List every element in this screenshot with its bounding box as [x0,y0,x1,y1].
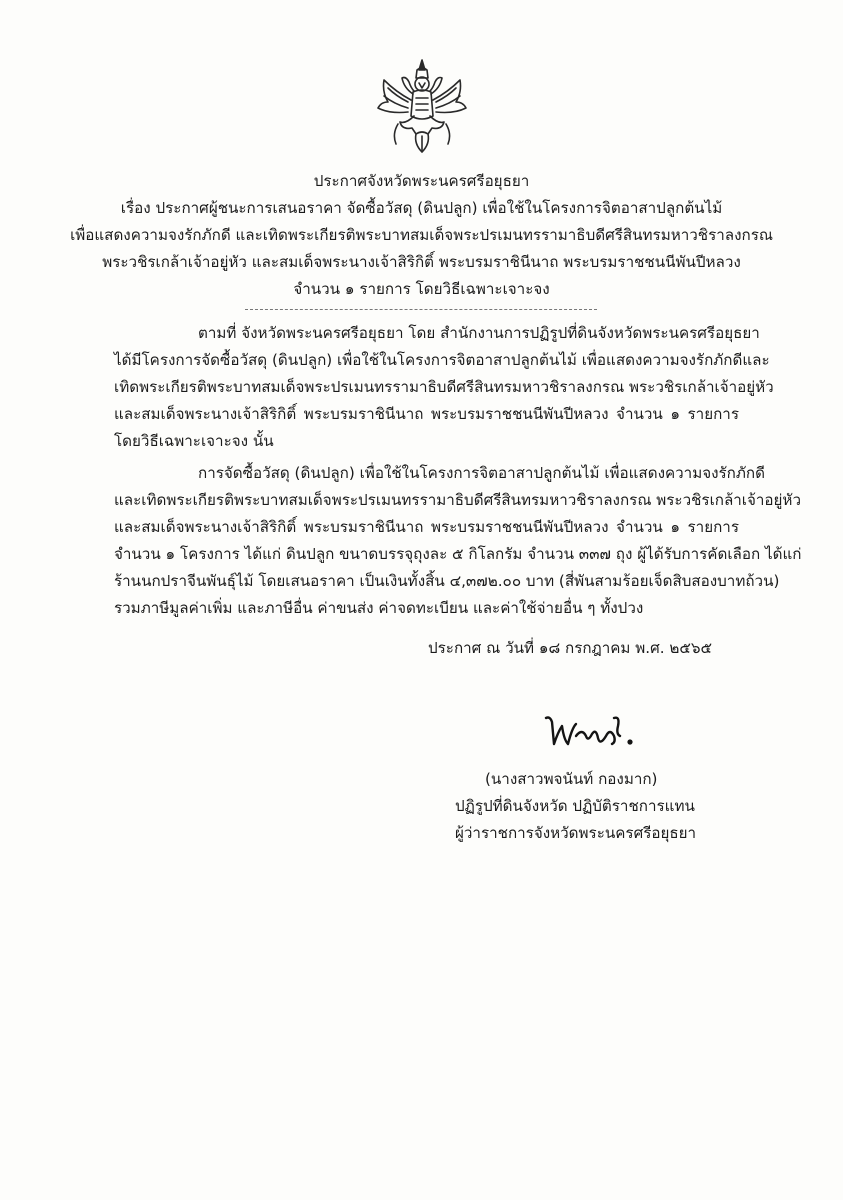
signer-position: ปฏิรูปที่ดินจังหวัด ปฏิบัติราชการแทน [455,797,695,815]
paragraph-award [114,460,802,622]
paragraph-line: และเทิดพระเกียรติพระบาทสมเด็จพระปรเมนทรรามาธิบดีศรีสินทรมหาวชิราลงกรณ พระวชิรเกล้าเจ้าอยู่หัว [114,491,801,509]
announcement-date: ประกาศ ณ วันที่ ๑๘ กรกฎาคม พ.ศ. ๒๕๖๕ [428,639,713,657]
document-title: ประกาศจังหวัดพระนครศรีอยุธยา [313,172,530,190]
paragraph-line: เทิดพระเกียรติพระบาทสมเด็จพระปรเมนทรรามาธิบดีศรีสินทรมหาวชิราลงกรณ พระวชิรเกล้าเจ้าอยู่หัว [114,378,774,396]
paragraph-line: ได้มีโครงการจัดซื้อวัสดุ (ดินปลูก) เพื่อใช้ในโครงการจิตอาสาปลูกต้นไม้ เพื่อแสดงความจงรักภักดีและ [114,351,770,369]
paragraph-line: ร้านนกปราจีนพันธุ์ไม้ โดยเสนอราคา เป็นเงินทั้งสิ้น ๔,๓๗๒.๐๐ บาท (สี่พันสามร้อยเจ็ดสิบสองบาทถ้วน) [114,572,780,590]
paragraph-line: และสมเด็จพระนางเจ้าสิริกิติ์ พระบรมราชินีนาถ พระบรมราชชนนีพันปีหลวง จำนวน ๑ รายการ [114,405,739,423]
paragraph-background [114,320,774,455]
paragraph-line: โดยวิธีเฉพาะเจาะจง นั้น [114,432,274,450]
header-divider [245,309,597,310]
signer-on-behalf-of: ผู้ว่าราชการจังหวัดพระนครศรีอยุธยา [455,824,697,842]
subject-line: เรื่อง ประกาศผู้ชนะการเสนอราคา จัดซื้อวัสดุ (ดินปลูก) เพื่อใช้ในโครงการจิตอาสาปลูกต้นไม้ [120,199,723,217]
document-header [60,168,783,303]
paragraph-line: ตามที่ จังหวัดพระนครศรีอยุธยา โดย สำนักงานการปฏิรูปที่ดินจังหวัดพระนครศรีอยุธยา [198,324,760,342]
paragraph-line: การจัดซื้อวัสดุ (ดินปลูก) เพื่อใช้ในโครงการจิตอาสาปลูกต้นไม้ เพื่อแสดงความจงรักภักดี [198,464,765,482]
subject-line: เพื่อแสดงความจงรักภักดี และเทิดพระเกียรติพระบาทสมเด็จพระปรเมนทรรามาธิบดีศรีสินทรมหาวชิราลงกรณ [70,226,773,244]
subject-line: จำนวน ๑ รายการ โดยวิธีเฉพาะเจาะจง [293,280,550,298]
paragraph-line: จำนวน ๑ โครงการ ได้แก่ ดินปลูก ขนาดบรรจุถุงละ ๕ กิโลกรัม จำนวน ๓๓๗ ถุง ผู้ได้รับการคัดเลือก ได้แก่ [114,545,802,563]
signer-block [455,766,705,847]
subject-line: พระวชิรเกล้าเจ้าอยู่หัว และสมเด็จพระนางเจ้าสิริกิติ์ พระบรมราชินีนาถ พระบรมราชชนนีพันปีหลวง [102,253,741,271]
handwritten-signature [540,706,640,758]
paragraph-line: รวมภาษีมูลค่าเพิ่ม และภาษีอื่น ค่าขนส่ง ค่าจดทะเบียน และค่าใช้จ่ายอื่น ๆ ทั้งปวง [114,599,644,617]
garuda-emblem-icon [376,58,468,154]
signer-name: (นางสาวพจนันท์ กองมาก) [485,770,658,788]
paragraph-line: และสมเด็จพระนางเจ้าสิริกิติ์ พระบรมราชินีนาถ พระบรมราชชนนีพันปีหลวง จำนวน ๑ รายการ [114,518,739,536]
